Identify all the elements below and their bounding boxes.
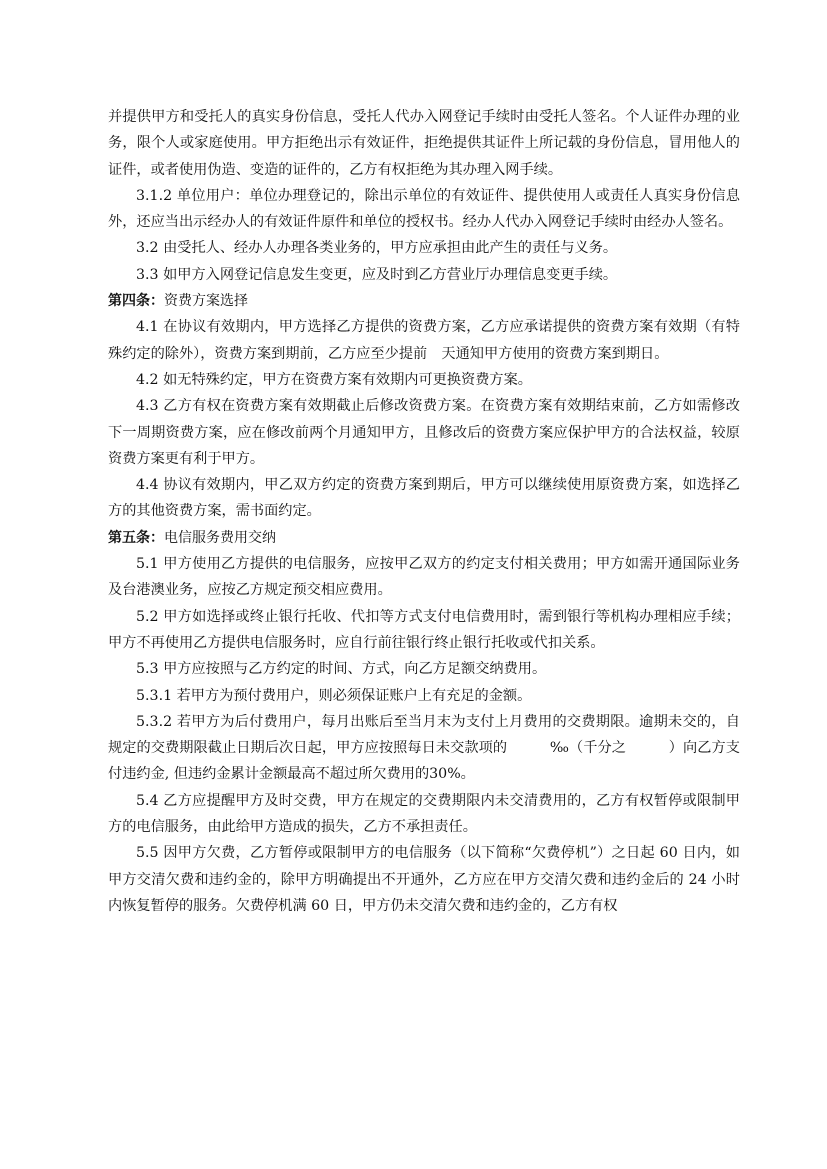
paragraph-4-2: 4.2 如无特殊约定，甲方在资费方案有效期内可更换资费方案。 [136, 371, 532, 388]
paragraph-3-3: 3.3 如甲方入网登记信息发生变更，应及时到乙方营业厅办理信息变更手续。 [136, 266, 618, 283]
heading-article-5-label: 第五条： [108, 529, 164, 546]
paragraph-identity-info: 并提供甲方和受托人的真实身份信息，受托人代办入网登记手续时由受托人签名。个人证件办理的业务，限个人或家庭使用。甲方拒绝出示有效证件，拒绝提供其证件上所记载的身份信息，冒用他人的证件，或者使用伪造、变造的证件的，乙方有权拒绝为其办理入网手续。 [108, 109, 740, 178]
paragraph-4-3: 4.3 乙方有权在资费方案有效期截止后修改资费方案。在资费方案有效期结束前，乙方如需修改下一周期资费方案，应在修改前两个月通知甲方，且修改后的资费方案应保护甲方的合法权益，较原资费方案更有利于甲方。 [108, 398, 740, 467]
paragraph-4-1: 4.1 在协议有效期内，甲方选择乙方提供的资费方案，乙方应承诺提供的资费方案有效期（有特殊约定的除外），资费方案到期前，乙方应至少提前 天通知甲方使用的资费方案到期日。 [108, 319, 740, 362]
paragraph-5-3-2: 5.3.2 若甲方为后付费用户，每月出账后至当月末为支付上月费用的交费期限。逾期未交的，自规定的交费期限截止日期后次日起，甲方应按照每日未交款项的 ‰（千分之 ）向乙方支付违约金, 但违约金累计金额最高不超过所欠费用的30%。 [108, 713, 740, 783]
paragraph-5-3: 5.3 甲方应按照与乙方约定的时间、方式，向乙方足额交纳费用。 [136, 661, 547, 678]
paragraph-3-1-2: 3.1.2 单位用户：单位办理登记的，除出示单位的有效证件、提供使用人或责任人真实身份信息外，还应当出示经办人的有效证件原件和单位的授权书。经办人代办入网登记手续时由经办人签名。 [108, 187, 740, 231]
paragraph-5-4: 5.4 乙方应提醒甲方及时交费，甲方在规定的交费期限内未交清费用的，乙方有权暂停或限制甲方的电信服务，由此给甲方造成的损失，乙方不承担责任。 [108, 792, 740, 836]
paragraph-5-5: 5.5 因甲方欠费，乙方暂停或限制甲方的电信服务（以下简称“欠费停机”）之日起 60 日内，如甲方交清欠费和违约金的，除甲方明确提出不开通外，乙方应在甲方交清欠费和违约金后的 24 小时内恢复暂停的服务。欠费停机满 60 日，甲方仍未交清欠费和违约金的，乙方有权 [108, 845, 740, 914]
heading-article-4-title: 资费方案选择 [164, 293, 248, 310]
paragraph-4-4: 4.4 协议有效期内，甲乙双方约定的资费方案到期后，甲方可以继续使用原资费方案，如选择乙方的其他资费方案，需书面约定。 [108, 477, 740, 520]
heading-article-5 [108, 525, 740, 551]
paragraph-3-2: 3.2 由受托人、经办人办理各类业务的，甲方应承担由此产生的责任与义务。 [136, 240, 618, 257]
paragraph-5-2: 5.2 甲方如选择或终止银行托收、代扣等方式支付电信费用时，需到银行等机构办理相应手续；甲方不再使用乙方提供电信服务时，应自行前往银行终止银行托收或代扣关系。 [108, 608, 740, 651]
paragraph-5-3-1: 5.3.1 若甲方为预付费用户，则必须保证账户上有充足的金额。 [136, 687, 532, 704]
paragraph-5-1: 5.1 甲方使用乙方提供的电信服务，应按甲乙双方的约定支付相关费用；甲方如需开通国际业务及台港澳业务，应按乙方规定预交相应费用。 [108, 556, 740, 599]
heading-article-4-label: 第四条： [108, 293, 164, 310]
document-body [108, 104, 740, 919]
heading-article-4 [108, 288, 740, 314]
heading-article-5-title: 电信服务费用交纳 [164, 529, 276, 546]
